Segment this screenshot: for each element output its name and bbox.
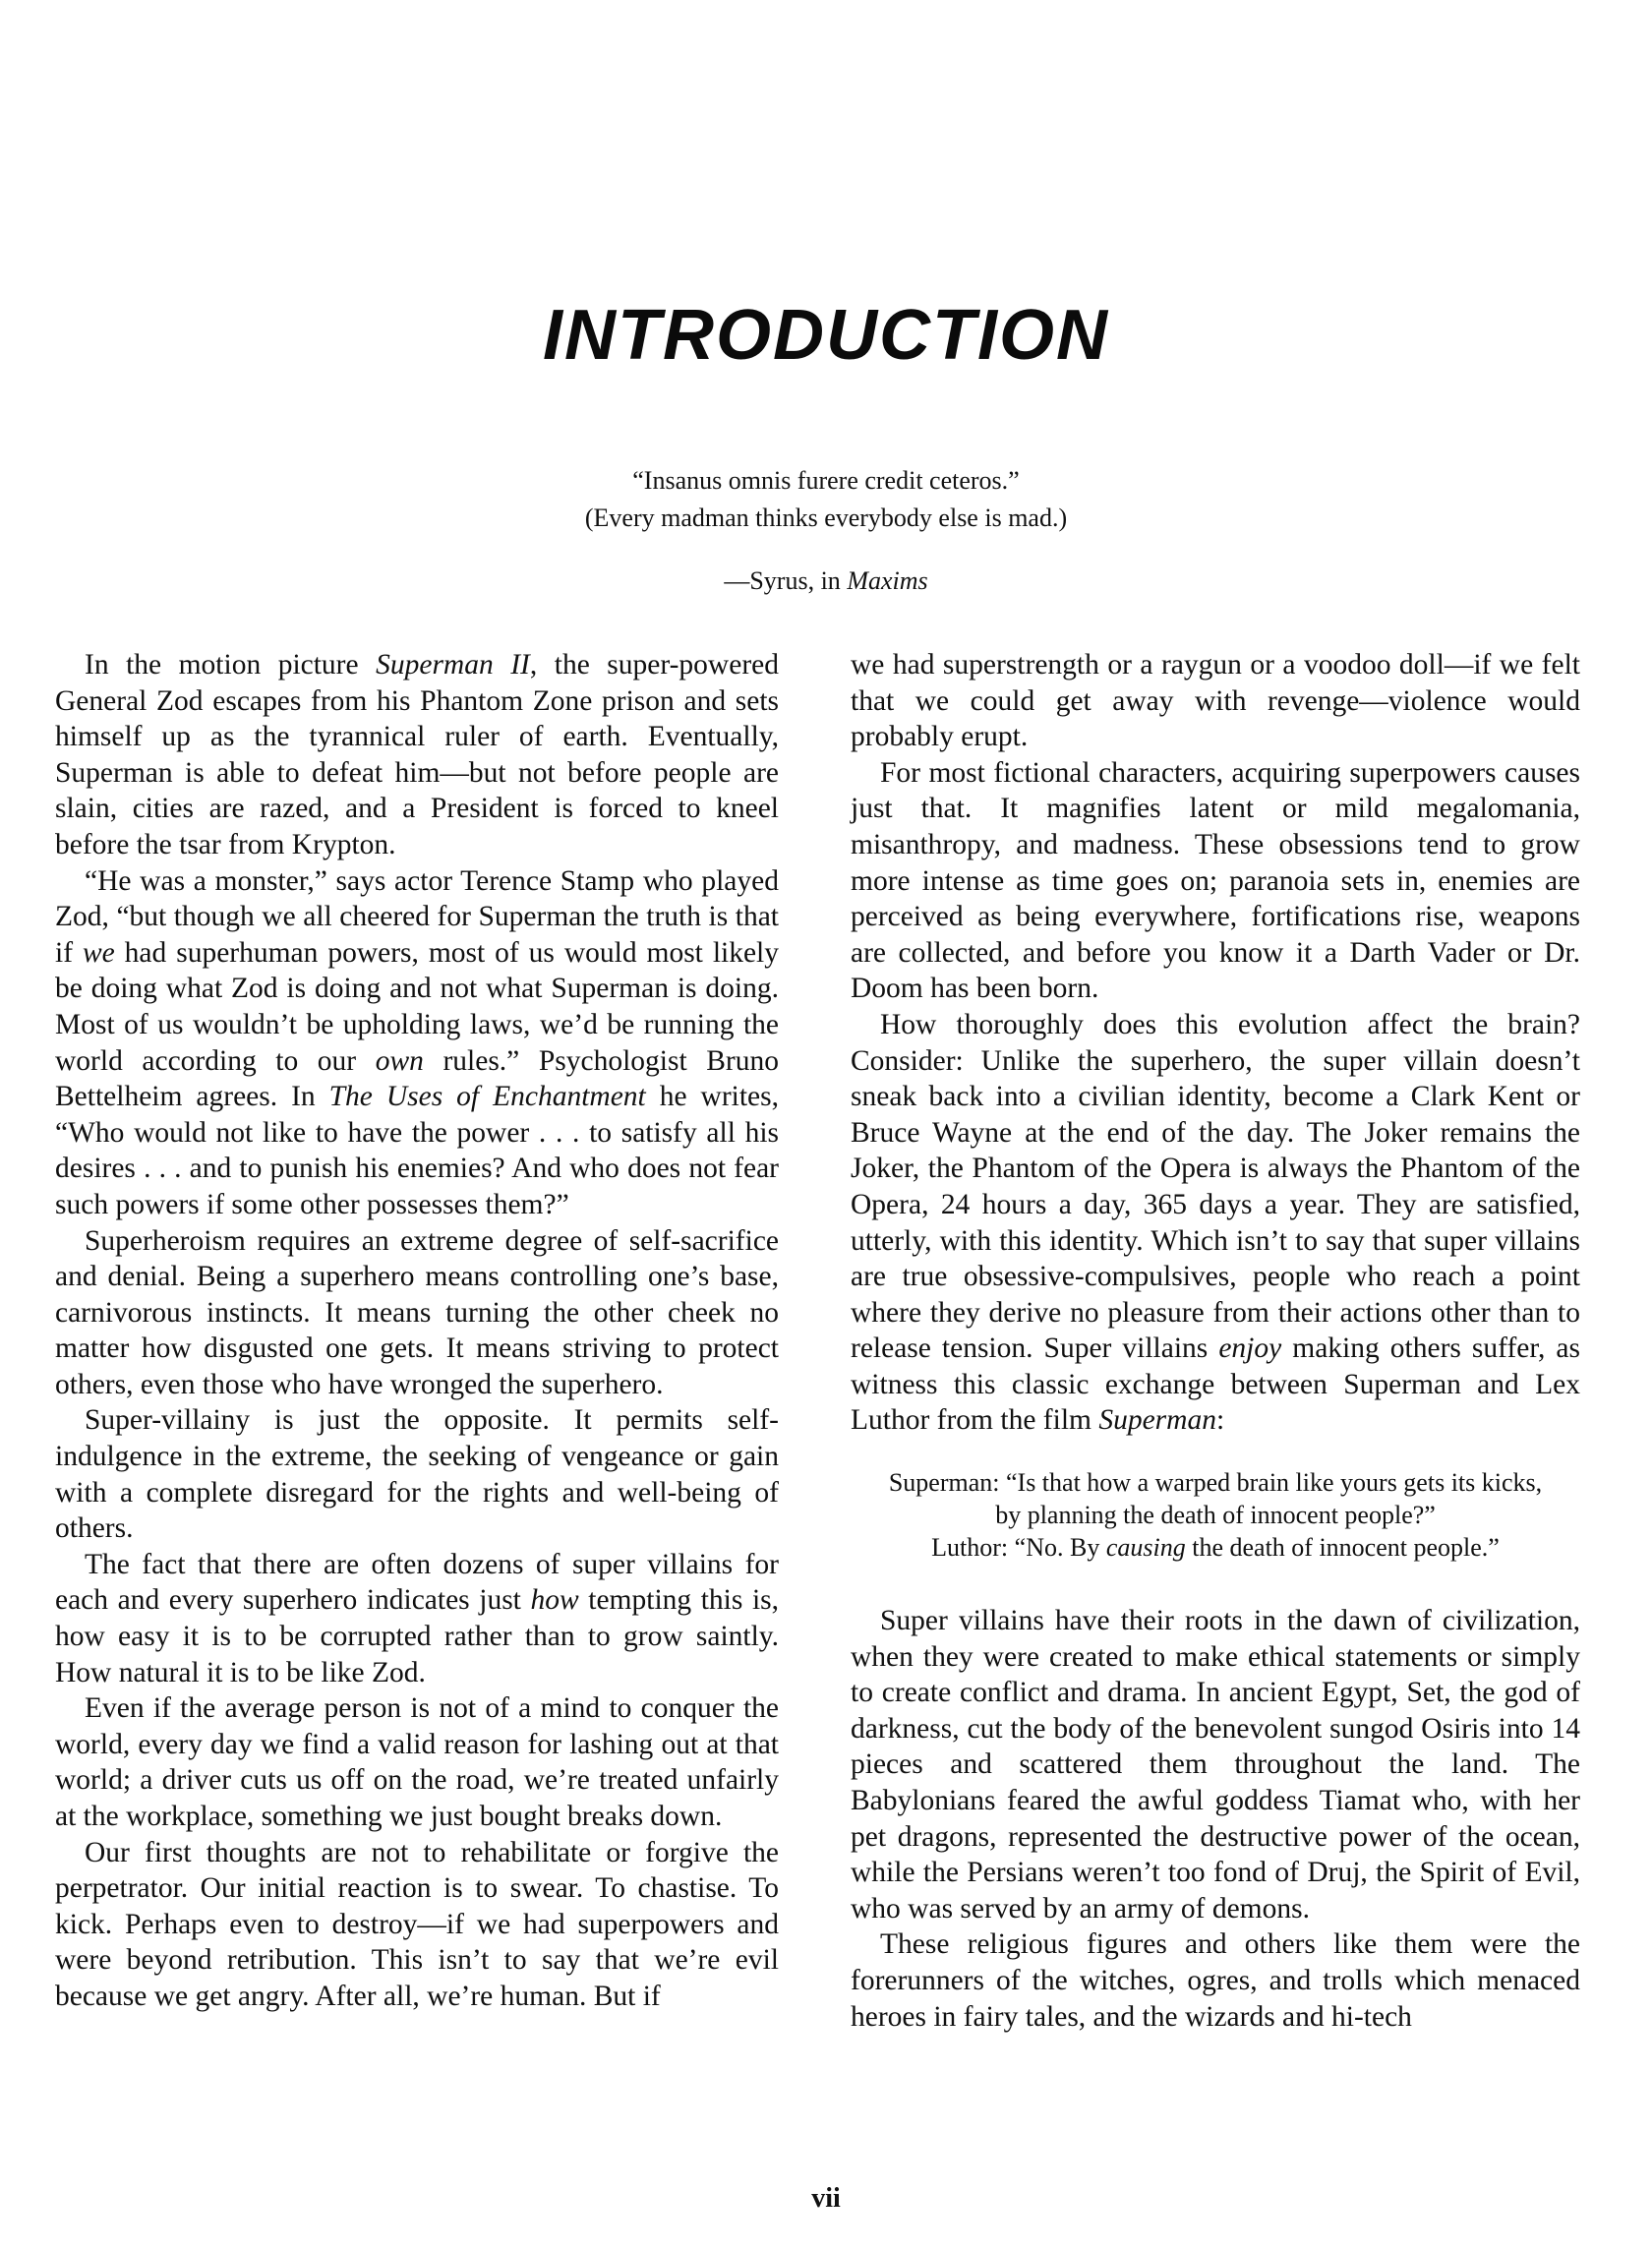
left-paragraph-6: Even if the average person is not of a mind to conquer the world, every day we find a valid reason for lashing out at that world; a driver cuts us off on the road, we’re treated unfairly at the workplace, something we just bought breaks down. [55,1692,779,1832]
left-column [55,647,779,2015]
right-paragraph-2: For most fictional characters, acquiring superpowers causes just that. It magnifies latent or mild megalomania, misanthropy, and madness. These obsessions tend to grow more intense as time goes on; paranoia sets in, enemies are perceived as being everywhere, fortifications rise, weapons are collected, and before you know it a Darth Vader or Dr. Doom has been born. [851,756,1580,1005]
page-number: vii [811,2183,841,2214]
dialogue-line-superman-cont: by planning the death of innocent people?” [995,1501,1436,1530]
left-paragraph-4: Super-villainy is just the opposite. It permits self-indulgence in the extreme, the seeking of vengeance or gain with a complete disregard for the rights and well-being of others. [55,1404,779,1545]
page-title: INTRODUCTION [543,296,1109,375]
right-paragraph-1: we had superstrength or a raygun or a voodoo doll—if we felt that we could get away with revenge—violence would probably erupt. [851,649,1580,753]
left-paragraph-3: Superheroism requires an extreme degree of self-sacrifice and denial. Being a superhero means controlling one’s base, carnivorous instincts. It means turning the other cheek no matter how disgusted one gets. It means striving to protect others, even those who have wronged the superhero. [55,1224,779,1400]
dialogue-line-superman: Superman: “Is that how a warped brain like yours gets its kicks, [888,1468,1543,1498]
epigraph [0,462,1652,600]
epigraph-attribution [0,562,1652,600]
attribution-work: Maxims [847,566,928,595]
left-paragraph-7: Our first thoughts are not to rehabilitate or forgive the perpetrator. Our initial reaction is to swear. To chastise. To kick. Perhaps even to destroy—if we had superpowers and were beyond retribution. This isn’t to say that we’re evil because we get angry. After all, we’re human. But if [55,1836,779,2012]
left-paragraph-1: In the motion picture Superman II, the super-powered General Zod escapes from his Phantom Zone prison and sets himself up as the tyrannical ruler of earth. Eventually, Superman is able to defeat him—but not before people are slain, cities are razed, and a President is forced to kneel before the tsar from Krypton. [55,649,779,860]
right-paragraph-5: These religious figures and others like them were the forerunners of the witches, ogres, and trolls which menaced heroes in fairy tales, and the wizards and hi-tech [851,1928,1580,2033]
right-paragraph-4: Super villains have their roots in the dawn of civilization, when they were created to make ethical statements or simply to create conflict and drama. In ancient Egypt, Set, the god of darkness, cut the body of the benevolent sungod Osiris into 14 pieces and scattered them throughout the land. The Babylonians feared the awful goddess Tiamat who, with her pet dragons, represented the destructive power of the ocean, while the Persians weren’t too fond of Druj, the Spirit of Evil, who was served by an army of demons. [851,1605,1580,1924]
epigraph-latin: “Insanus omnis furere credit ceteros.” [632,466,1020,495]
film-dialogue [851,1466,1580,1564]
attribution-prefix: —Syrus, in [724,566,848,595]
left-paragraph-5: The fact that there are often dozens of super villains for each and every superhero indicates just how tempting this is, how easy it is to be corrupted rather than to grow saintly. How natural it is to be like Zod. [55,1548,779,1688]
epigraph-translation: (Every madman thinks everybody else is mad.) [584,503,1068,532]
right-paragraph-3: How thoroughly does this evolution affect the brain? Consider: Unlike the superhero, the super villain doesn’t sneak back into a civilian identity, become a Clark Kent or Bruce Wayne at the end of the day. The Joker remains the Joker, the Phantom of the Opera is always the Phantom of the Opera, 24 hours a day, 365 days a year. They are satisfied, utterly, with this identity. Which isn’t to say that super villains are true obsessive-compulsives, people who reach a point where they derive no pleasure from their actions other than to release tension. Super villains enjoy making others suffer, as witness this classic exchange between Superman and Lex Luthor from the film Superman: [851,1008,1580,1437]
left-paragraph-2: “He was a monster,” says actor Terence Stamp who played Zod, “but though we all cheered for Superman the truth is that if we had superhuman powers, most of us would most likely be doing what Zod is doing and not what Superman is doing. Most of us wouldn’t be upholding laws, we’d be running the world according to our own rules.” Psychologist Bruno Bettelheim agrees. In The Uses of Enchantment he writes, “Who would not like to have the power . . . to satisfy all his desires . . . and to punish his enemies? And who does not fear such powers if some other possesses them?” [55,864,779,1220]
right-column [851,647,1580,2035]
dialogue-line-luthor: Luthor: “No. By causing the death of innocent people.” [931,1533,1500,1563]
